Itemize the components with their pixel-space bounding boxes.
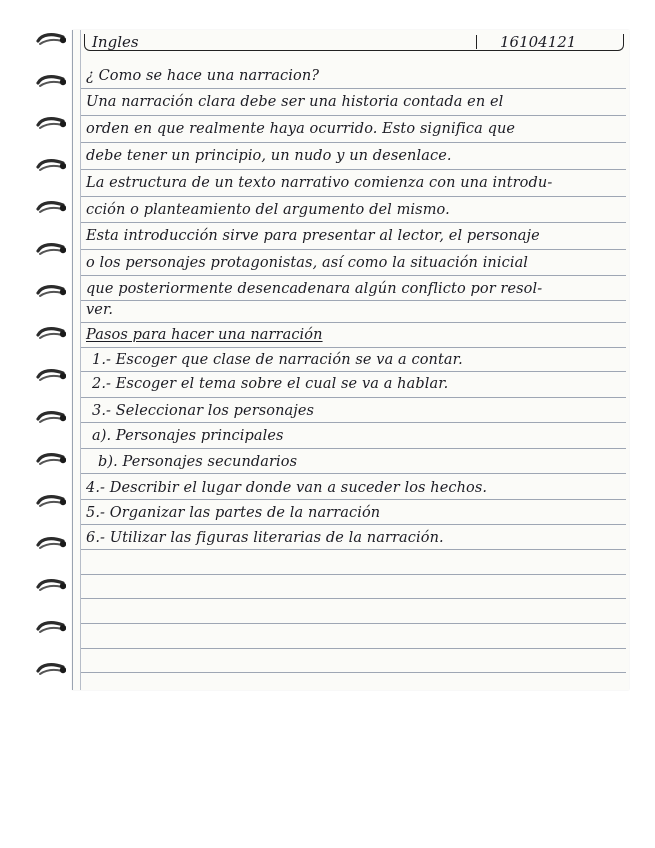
ruled-line	[81, 347, 626, 348]
spiral-ring-icon	[36, 116, 64, 128]
spiral-ring-icon	[36, 326, 64, 338]
note-line: Esta introducción sirve para presentar al lector, el personaje	[86, 228, 540, 244]
note-line-title: ¿ Como se hace una narracion?	[86, 68, 320, 84]
date-label: 16104121	[500, 33, 577, 51]
ruled-line	[81, 300, 626, 301]
ruled-line	[81, 169, 626, 170]
spiral-ring-icon	[36, 32, 64, 44]
subject-label: Ingles	[92, 33, 139, 51]
ruled-line	[81, 249, 626, 250]
ruled-line	[81, 222, 626, 223]
sub-step-item: b). Personajes secundarios	[98, 454, 298, 470]
ruled-line	[81, 672, 626, 673]
ruled-line	[81, 422, 626, 423]
spiral-ring-icon	[36, 284, 64, 296]
spiral-ring-icon	[36, 578, 64, 590]
spiral-ring-icon	[36, 368, 64, 380]
spiral-ring-icon	[36, 620, 64, 632]
ruled-line	[81, 371, 626, 372]
ruled-line	[81, 598, 626, 599]
note-line: debe tener un principio, un nudo y un desenlace.	[86, 148, 452, 164]
ruled-line	[81, 142, 626, 143]
ruled-line	[81, 574, 626, 575]
spiral-ring-icon	[36, 662, 64, 674]
note-line: Una narración clara debe ser una historia contada en el	[86, 94, 504, 110]
note-line: cción o planteamiento del argumento del mismo.	[86, 202, 450, 218]
ruled-line	[81, 115, 626, 116]
ruled-line	[81, 397, 626, 398]
ruled-line	[81, 196, 626, 197]
margin-line	[80, 30, 81, 690]
ruled-line	[81, 623, 626, 624]
note-line: o los personajes protagonistas, así como la situación inicial	[86, 255, 529, 271]
ruled-line	[81, 549, 626, 550]
spiral-ring-icon	[36, 242, 64, 254]
spiral-ring-icon	[36, 200, 64, 212]
step-item: 5.- Organizar las partes de la narración	[86, 505, 381, 521]
header-divider	[476, 35, 477, 49]
spiral-ring-icon	[36, 74, 64, 86]
note-line: orden en que realmente haya ocurrido. Esto significa que	[86, 121, 516, 137]
ruled-line	[81, 648, 626, 649]
ruled-line	[81, 499, 626, 500]
ruled-line	[81, 473, 626, 474]
ruled-line	[81, 88, 626, 89]
step-item: 1.- Escoger que clase de narración se va a contar.	[92, 352, 463, 368]
note-line-heading: Pasos para hacer una narración	[86, 327, 323, 343]
note-line: que posteriormente desencadenara algún conflicto por resol-	[86, 281, 543, 297]
step-item: 6.- Utilizar las figuras literarias de la narración.	[86, 530, 444, 546]
spiral-ring-icon	[36, 452, 64, 464]
step-item: 4.- Describir el lugar donde van a suceder los hechos.	[86, 480, 488, 496]
step-item: 3.- Seleccionar los personajes	[92, 403, 315, 419]
spiral-ring-icon	[36, 410, 64, 422]
ruled-line	[81, 524, 626, 525]
spiral-ring-icon	[36, 158, 64, 170]
step-item: 2.- Escoger el tema sobre el cual se va a hablar.	[92, 376, 449, 392]
note-line: La estructura de un texto narrativo comienza con una introdu-	[86, 175, 553, 191]
ruled-line	[81, 322, 626, 323]
ruled-line	[81, 448, 626, 449]
note-line: ver.	[86, 302, 114, 318]
ruled-line	[81, 275, 626, 276]
sub-step-item: a). Personajes principales	[92, 428, 284, 444]
spiral-ring-icon	[36, 494, 64, 506]
spiral-ring-icon	[36, 536, 64, 548]
